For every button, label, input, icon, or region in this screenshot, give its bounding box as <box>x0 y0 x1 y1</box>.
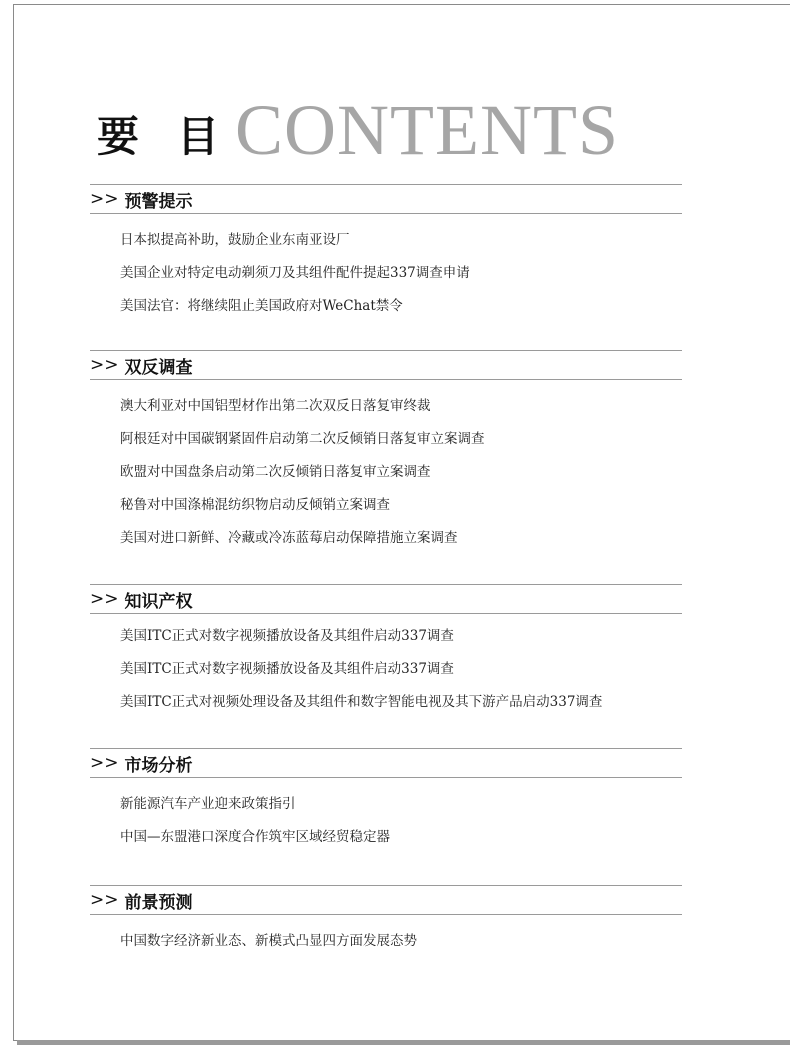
page-shadow <box>17 1040 790 1045</box>
section-heading <box>90 885 682 915</box>
toc-item[interactable]: 美国法官：将继续阻止美国政府对WeChat禁令 <box>120 298 403 314</box>
toc-item[interactable]: 美国ITC正式对数字视频播放设备及其组件启动337调查 <box>120 661 454 677</box>
toc-item[interactable]: 秘鲁对中国涤棉混纺织物启动反倾销立案调查 <box>120 497 390 513</box>
toc-item[interactable]: 美国企业对特定电动剃须刀及其组件配件提起337调查申请 <box>120 265 470 281</box>
section-ip <box>90 584 682 719</box>
section-arrow: >> <box>90 189 119 209</box>
section-arrow: >> <box>90 890 119 910</box>
section-forecast <box>90 885 682 958</box>
section-heading <box>90 584 682 614</box>
section-title: 知识产权 <box>124 591 193 612</box>
toc-item[interactable]: 中国数字经济新业态、新模式凸显四方面发展态势 <box>120 933 417 949</box>
title-english: CONTENTS <box>235 90 620 170</box>
section-arrow: >> <box>90 589 119 609</box>
toc-item[interactable]: 欧盟对中国盘条启动第二次反倾销日落复审立案调查 <box>120 464 431 480</box>
toc-item[interactable]: 中国—东盟港口深度合作筑牢区域经贸稳定器 <box>120 829 390 845</box>
section-arrow: >> <box>90 753 119 773</box>
toc-item[interactable]: 阿根廷对中国碳钢紧固件启动第二次反倾销日落复审立案调查 <box>120 431 485 447</box>
section-title: 市场分析 <box>124 755 193 776</box>
section-heading <box>90 748 682 778</box>
toc-item[interactable]: 新能源汽车产业迎来政策指引 <box>120 796 296 812</box>
section-title: 预警提示 <box>124 191 193 212</box>
section-title: 前景预测 <box>124 892 193 913</box>
section-title: 双反调查 <box>124 357 193 378</box>
toc-item[interactable]: 澳大利亚对中国铝型材作出第二次双反日落复审终裁 <box>120 398 431 414</box>
section-heading <box>90 350 682 380</box>
toc-item[interactable]: 美国对进口新鲜、冷藏或冷冻蓝莓启动保障措施立案调查 <box>120 530 458 546</box>
section-anti-dumping <box>90 350 682 555</box>
section-arrow: >> <box>90 355 119 375</box>
toc-item[interactable]: 美国ITC正式对视频处理设备及其组件和数字智能电视及其下游产品启动337调查 <box>120 694 603 710</box>
section-warning <box>90 184 682 323</box>
toc-item[interactable]: 美国ITC正式对数字视频播放设备及其组件启动337调查 <box>120 628 454 644</box>
title-chinese: 要目 <box>97 112 258 161</box>
contents-title <box>97 90 620 170</box>
section-heading <box>90 184 682 214</box>
toc-item[interactable]: 日本拟提高补助，鼓励企业东南亚设厂 <box>120 232 350 248</box>
section-market <box>90 748 682 854</box>
